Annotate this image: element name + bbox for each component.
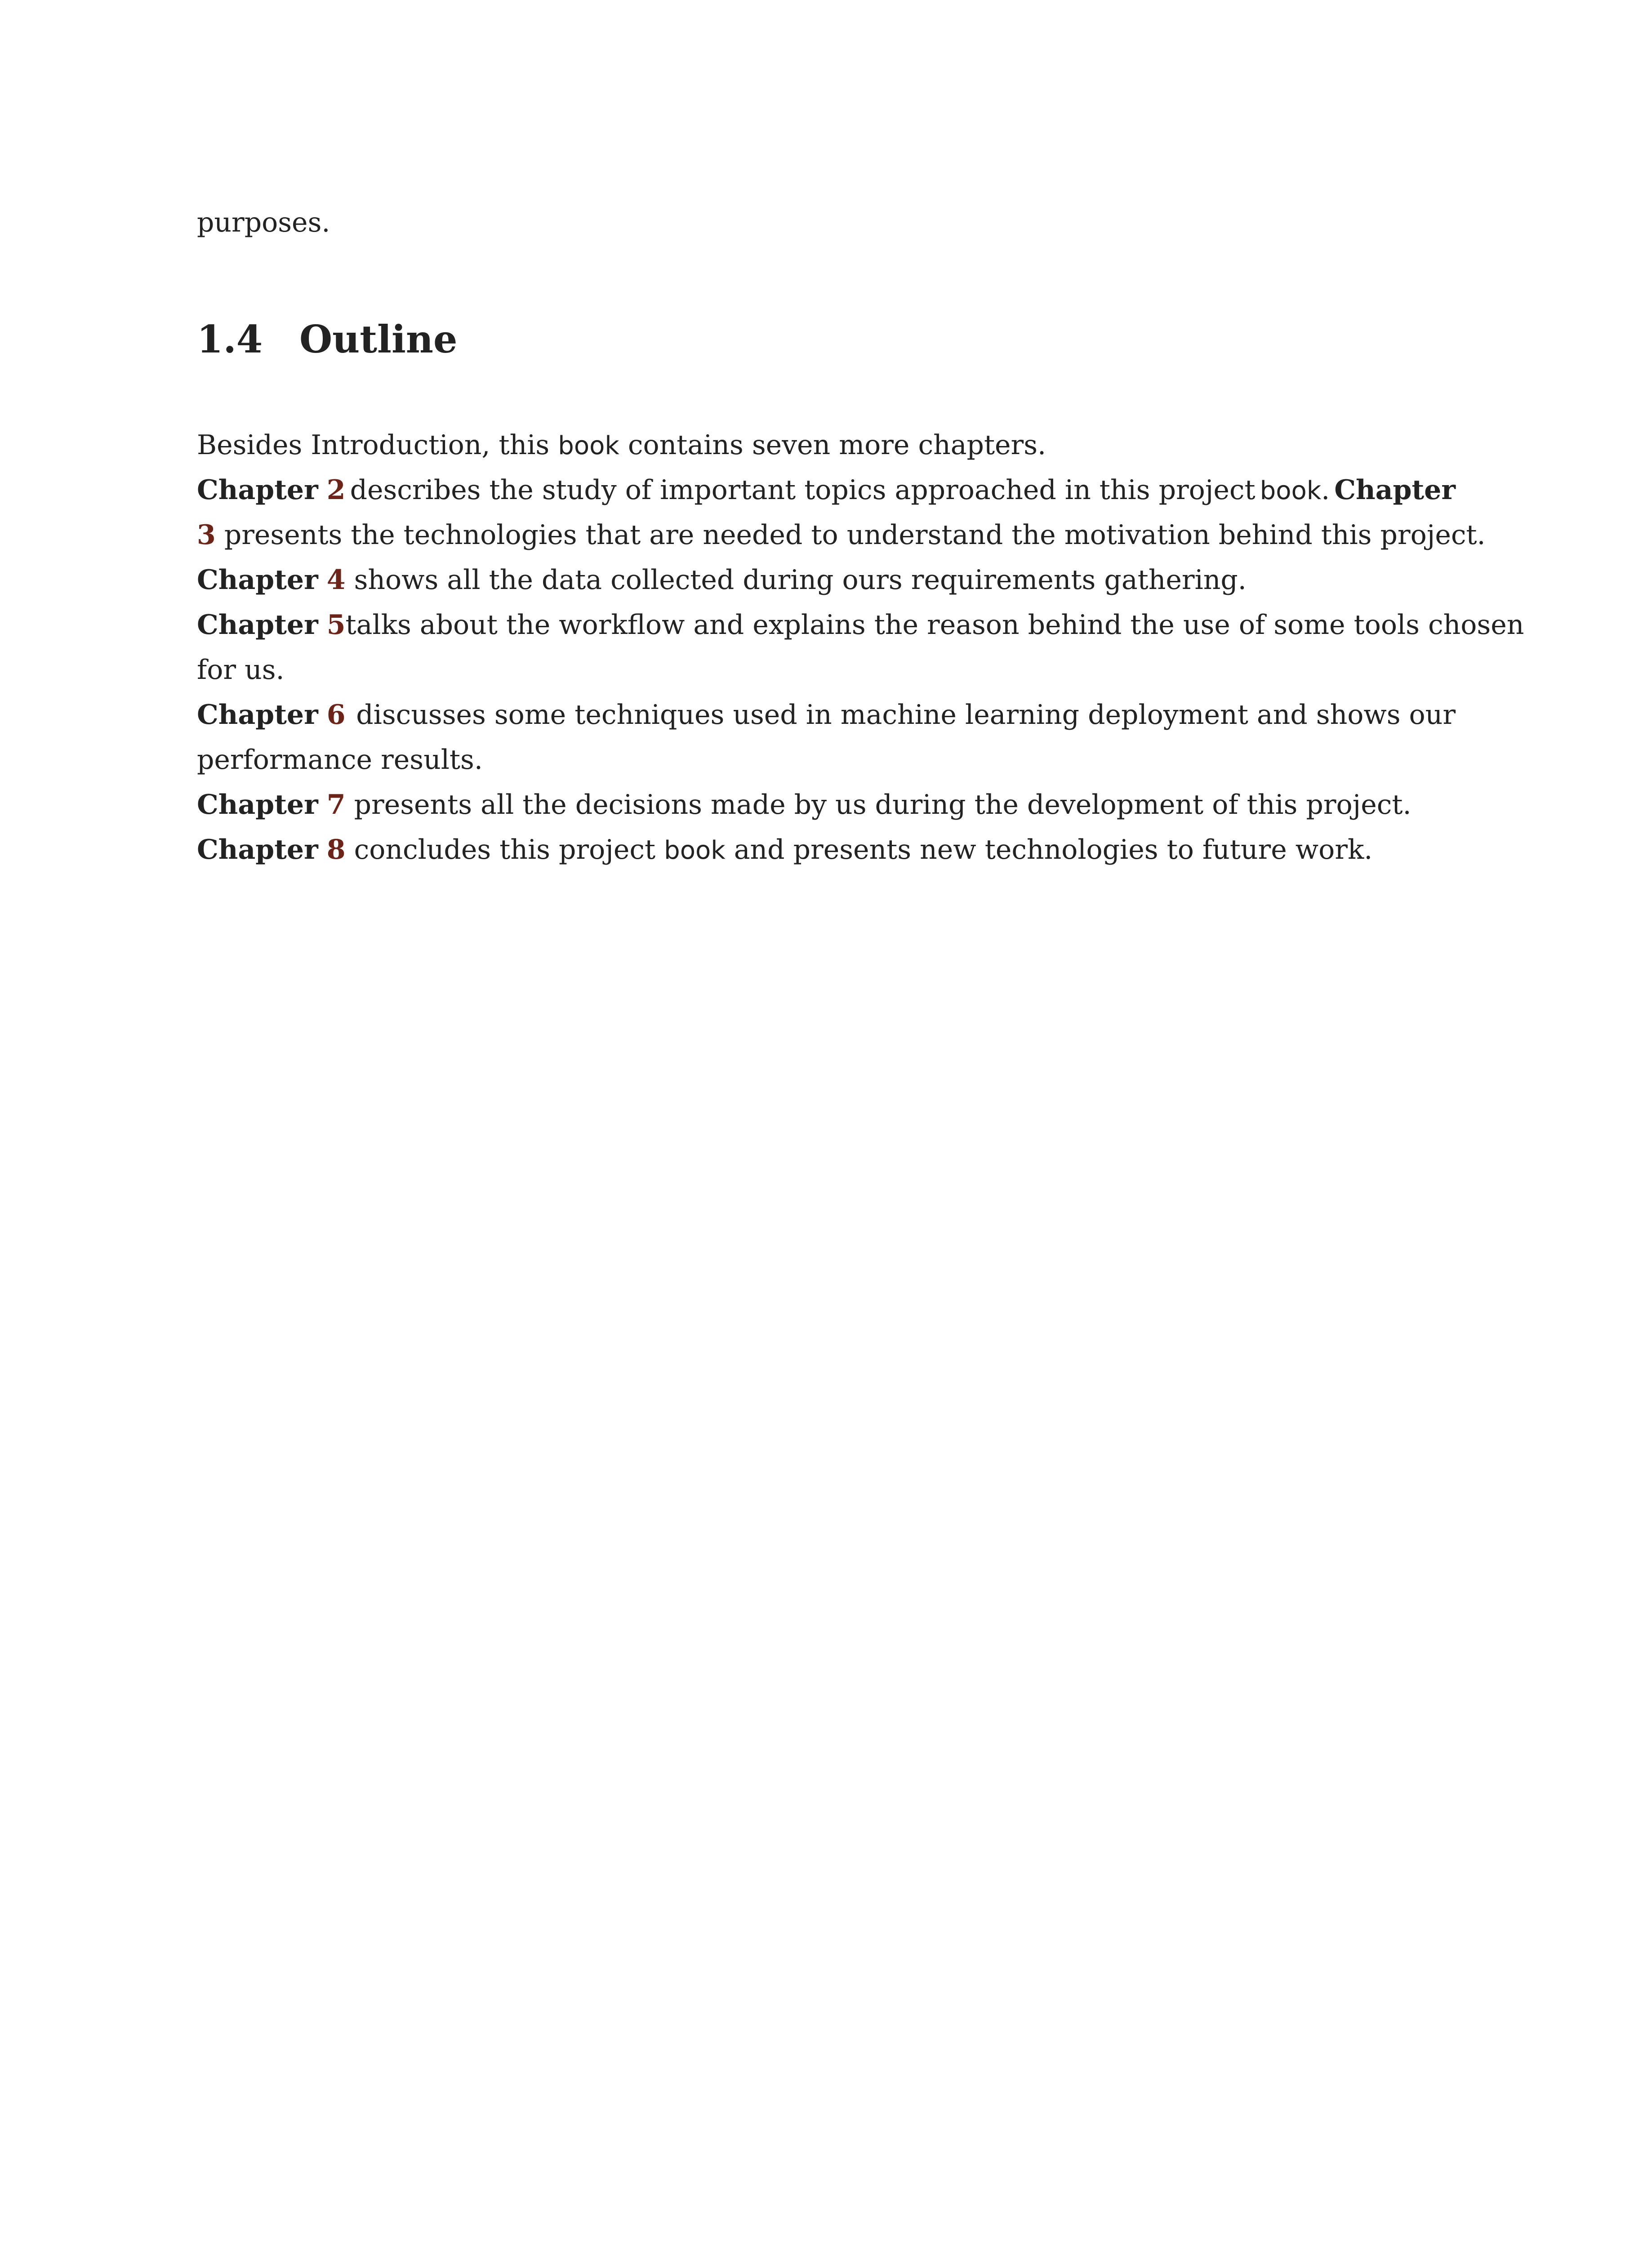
- chapter-label: Chapter: [197, 699, 318, 731]
- period: .: [1321, 474, 1330, 506]
- chapter-8-line: [197, 827, 1456, 872]
- chapter-5-line: [197, 602, 1524, 647]
- intro-text: Besides Introduction, this: [197, 429, 558, 461]
- chapter-5-entry: [197, 602, 346, 647]
- chapter-6-line-2: [197, 737, 1456, 782]
- chapter-3-line: [197, 513, 1486, 558]
- outline-paragraph: [197, 423, 1524, 872]
- section-title: Outline: [299, 317, 458, 361]
- chapter-6-description: discusses some techniques used in machine learning deployment and shows our: [356, 699, 1456, 731]
- chapter-8-description-end: and presents new technologies to future work.: [734, 834, 1373, 865]
- chapter-7-line: [197, 782, 1456, 827]
- chapter-2-description: describes the study of important topics approached in this project: [350, 474, 1256, 506]
- chapter-6-entry: [197, 692, 346, 737]
- chapter-4-link[interactable]: 4: [326, 564, 346, 596]
- previous-paragraph-end: [197, 200, 1456, 245]
- chapter-2-line: [197, 468, 1456, 513]
- chapter-5-line-2: [197, 647, 1456, 692]
- book-word: book: [558, 431, 619, 460]
- chapter-3-description: presents the technologies that are needed to understand the motivation behind this project.: [224, 519, 1486, 551]
- chapter-label: Chapter: [197, 834, 318, 865]
- chapter-8-description: concludes this project: [354, 834, 656, 865]
- intro-line: [197, 423, 1456, 468]
- chapter-6-line: [197, 692, 1456, 737]
- chapter-6-link[interactable]: 6: [326, 699, 346, 731]
- chapter-label: Chapter: [197, 474, 318, 506]
- chapter-7-description: presents all the decisions made by us during the development of this project.: [354, 789, 1412, 821]
- book-word: book: [1260, 476, 1322, 505]
- chapter-label: Chapter: [197, 789, 318, 821]
- chapter-4-line: [197, 558, 1456, 602]
- chapter-label: Chapter: [197, 609, 318, 641]
- chapter-8-link[interactable]: 8: [326, 834, 346, 865]
- chapter-5-description: talks about the workflow and explains the reason behind the use of some tools chosen: [345, 609, 1524, 641]
- chapter-label: Chapter: [197, 564, 318, 596]
- chapter-5-description-end: for us.: [197, 654, 285, 686]
- chapter-2-book: [1260, 468, 1330, 513]
- chapter-4-description: shows all the data collected during ours requirements gathering.: [354, 564, 1247, 596]
- chapter-6-description-end: performance results.: [197, 744, 483, 776]
- section-number: 1.4: [197, 317, 263, 361]
- chapter-3-link[interactable]: 3: [197, 519, 216, 551]
- book-word: book: [664, 836, 726, 865]
- chapter-label: Chapter: [1334, 474, 1456, 506]
- chapter-7-link[interactable]: 7: [326, 789, 346, 821]
- section-heading: [197, 315, 457, 364]
- chapter-5-link[interactable]: 5: [326, 609, 346, 641]
- chapter-2-link[interactable]: 2: [326, 474, 346, 506]
- intro-text-end: contains seven more chapters.: [619, 429, 1046, 461]
- chapter-2-entry: [197, 468, 346, 513]
- previous-text: purposes.: [197, 207, 330, 238]
